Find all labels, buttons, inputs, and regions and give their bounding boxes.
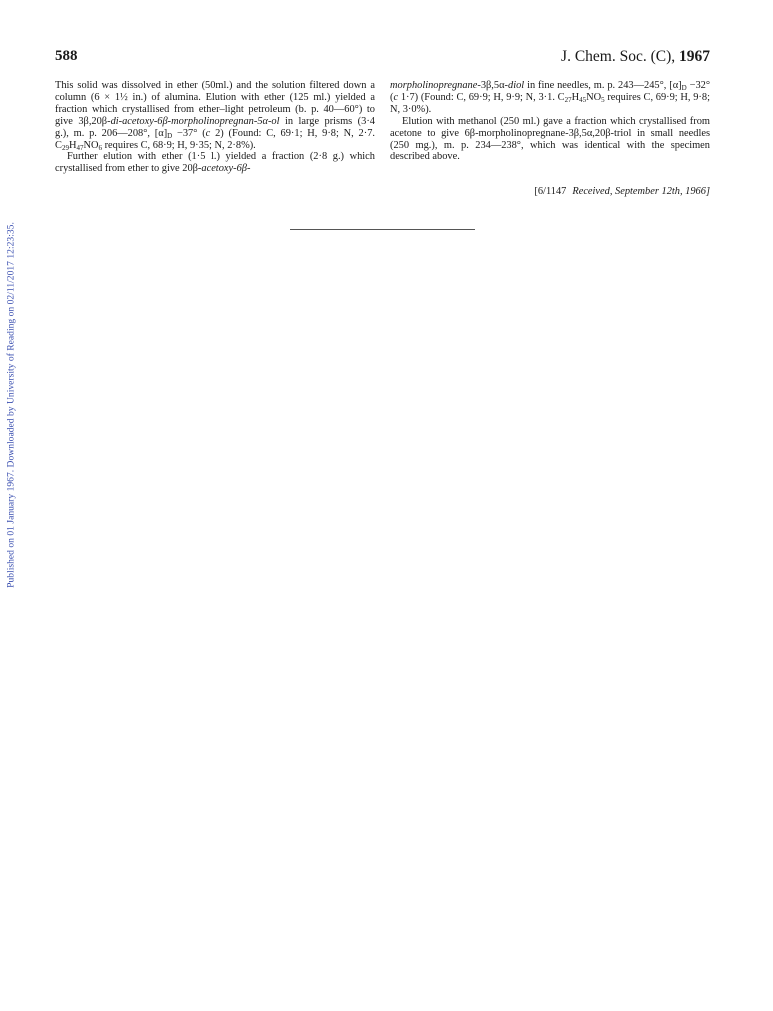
paragraph: morpholinopregnane-3β,5α-diol in fine needles, m. p. 243—245°, $[\alpha]_D -32^\circ$ (c 1·7) (Found: C, 69·9; H, 9·9; N, 3·1. $C_{27}H_{45}NO_5$ requires C, 69·9; H, 9·8; N, 3·0%). bbox=[390, 80, 710, 115]
compound-name: acetoxy-6β- bbox=[201, 163, 251, 175]
journal-year: 1967 bbox=[679, 48, 710, 65]
received-date: Received, September 12th, 1966] bbox=[572, 186, 710, 197]
paragraph: Elution with methanol (250 ml.) gave a fraction which crystallised from acetone to give 6β-morpholinopregnane-3β,5α,20β-triol in small needles (250 mg.), m. p. 234—238°, which was identical with the specimen described above. bbox=[390, 115, 710, 163]
received-note bbox=[390, 186, 710, 197]
left-column bbox=[55, 80, 375, 175]
download-notice-text: Published on 01 January 1967. Downloaded by University of Reading on 02/11/2017 12:23:35. bbox=[5, 222, 17, 588]
compound-name: di-acetoxy-6β-morpholinopregnan-5α-ol bbox=[110, 115, 280, 127]
paragraph: This solid was dissolved in ether (50ml.) and the solution filtered down a column (6 × 1½ in.) of alumina. Elution with ether (125 ml.) yielded a fraction which crystallised from ether–light petroleum (b. p. 40—60°) to give 3β,20β-di-acetoxy-6β-morpholinopregnan-5α-ol in large prisms (3·4 g.), m. p. 206—208°, $[\alpha]_D -37^\circ$ (c 2) (Found: C, 69·1; H, 9·8; N, 2·7. $C_{29}H_{47}NO_6$ requires C, 68·9; H, 9·35; N, 2·8%). bbox=[55, 80, 375, 152]
journal-name: J. Chem. Soc. (C), bbox=[561, 48, 676, 65]
right-column bbox=[390, 80, 710, 163]
journal-header bbox=[525, 48, 710, 66]
end-rule bbox=[290, 229, 475, 230]
compound-name: morpholinopregnane bbox=[390, 80, 478, 91]
download-notice bbox=[1, 190, 21, 620]
reference-number: [6/1147 bbox=[534, 186, 567, 197]
page-number: 588 bbox=[55, 48, 78, 64]
paragraph: Further elution with ether (1·5 l.) yielded a fraction (2·8 g.) which crystallised from ether to give 20β-acetoxy-6β- bbox=[55, 151, 375, 175]
